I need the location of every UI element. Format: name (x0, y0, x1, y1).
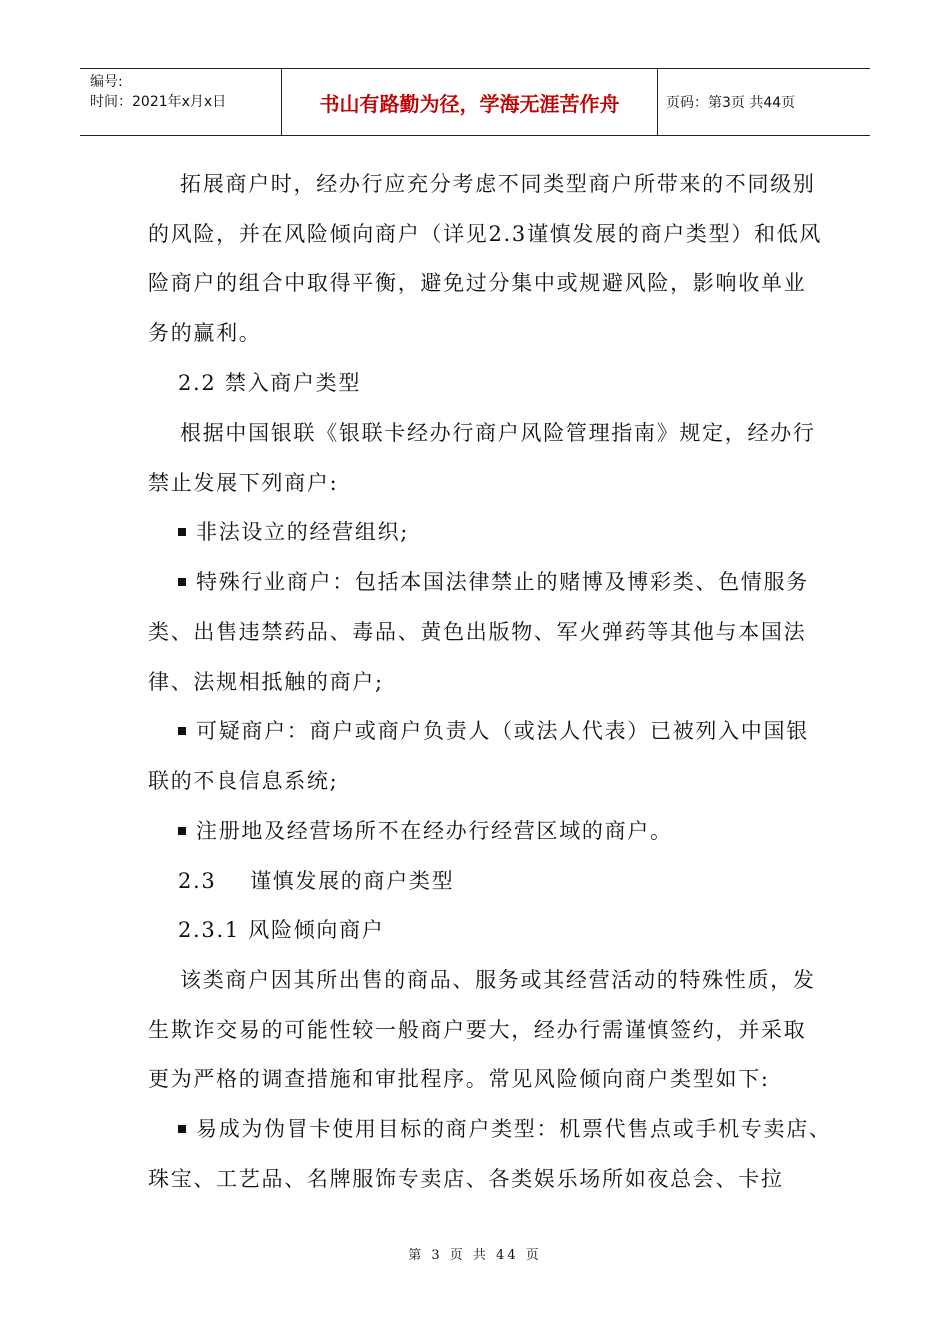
page-code: 页码：第3页 共44页 (666, 95, 796, 111)
paragraph-line: 生欺诈交易的可能性较一般商户要大，经办行需谨慎签约，并采取 (148, 1018, 807, 1042)
bullet-icon (178, 528, 186, 536)
motto-text: 书山有路勤为径，学海无涯苦作舟 (319, 91, 620, 116)
paragraph-line: 的风险，并在风险倾向商户（详见2.3谨慎发展的商户类型）和低风 (148, 222, 823, 246)
section-heading: 2.3 谨慎发展的商户类型 (178, 869, 455, 893)
section-heading: 2.2 禁入商户类型 (178, 371, 362, 395)
paragraph-line: 联的不良信息系统; (148, 769, 339, 793)
paragraph-line: 珠宝、工艺品、名牌服饰专卖店、各类娱乐场所如夜总会、卡拉 (148, 1167, 784, 1191)
bullet-icon (178, 827, 186, 835)
paragraph-line: 禁止发展下列商户: (148, 471, 339, 495)
paragraph-line: 务的赢利。 (148, 321, 262, 345)
paragraph-line: 类、出售违禁药品、毒品、黄色出版物、军火弹药等其他与本国法 (148, 620, 807, 644)
number-label: 编号: (90, 74, 123, 90)
list-item: 特殊行业商户：包括本国法律禁止的赌博及博彩类、色情服务 (178, 569, 809, 595)
header-page-cell (658, 69, 870, 135)
subsection-heading: 2.3.1 风险倾向商户 (178, 918, 385, 942)
paragraph-line: 更为严格的调查措施和审批程序。常见风险倾向商户类型如下: (148, 1067, 770, 1091)
list-item: 可疑商户：商户或商户负责人（或法人代表）已被列入中国银 (178, 718, 809, 744)
paragraph-line: 险商户的组合中取得平衡，避免过分集中或规避风险，影响收单业 (148, 271, 807, 295)
list-item: 非法设立的经营组织; (178, 519, 409, 545)
bullet-icon (178, 727, 186, 735)
paragraph-line: 根据中国银联《银联卡经办行商户风险管理指南》规定，经办行 (180, 421, 816, 445)
list-item: 易成为伪冒卡使用目标的商户类型：机票代售点或手机专卖店、 (178, 1116, 832, 1142)
paragraph-line: 拓展商户时，经办行应充分考虑不同类型商户所带来的不同级别 (180, 172, 816, 196)
time-label: 时间：2021年x月x日 (90, 94, 227, 110)
page-footer: 第 3 页 共 44 页 (408, 1248, 542, 1263)
page-header (80, 68, 870, 136)
header-motto-cell (282, 69, 658, 135)
paragraph-line: 该类商户因其所出售的商品、服务或其经营活动的特殊性质，发 (180, 968, 816, 992)
list-item: 注册地及经营场所不在经办行经营区域的商户。 (178, 818, 673, 844)
header-info-cell (80, 69, 282, 135)
paragraph-line: 律、法规相抵触的商户; (148, 670, 384, 694)
bullet-icon (178, 1125, 186, 1133)
bullet-icon (178, 578, 186, 586)
